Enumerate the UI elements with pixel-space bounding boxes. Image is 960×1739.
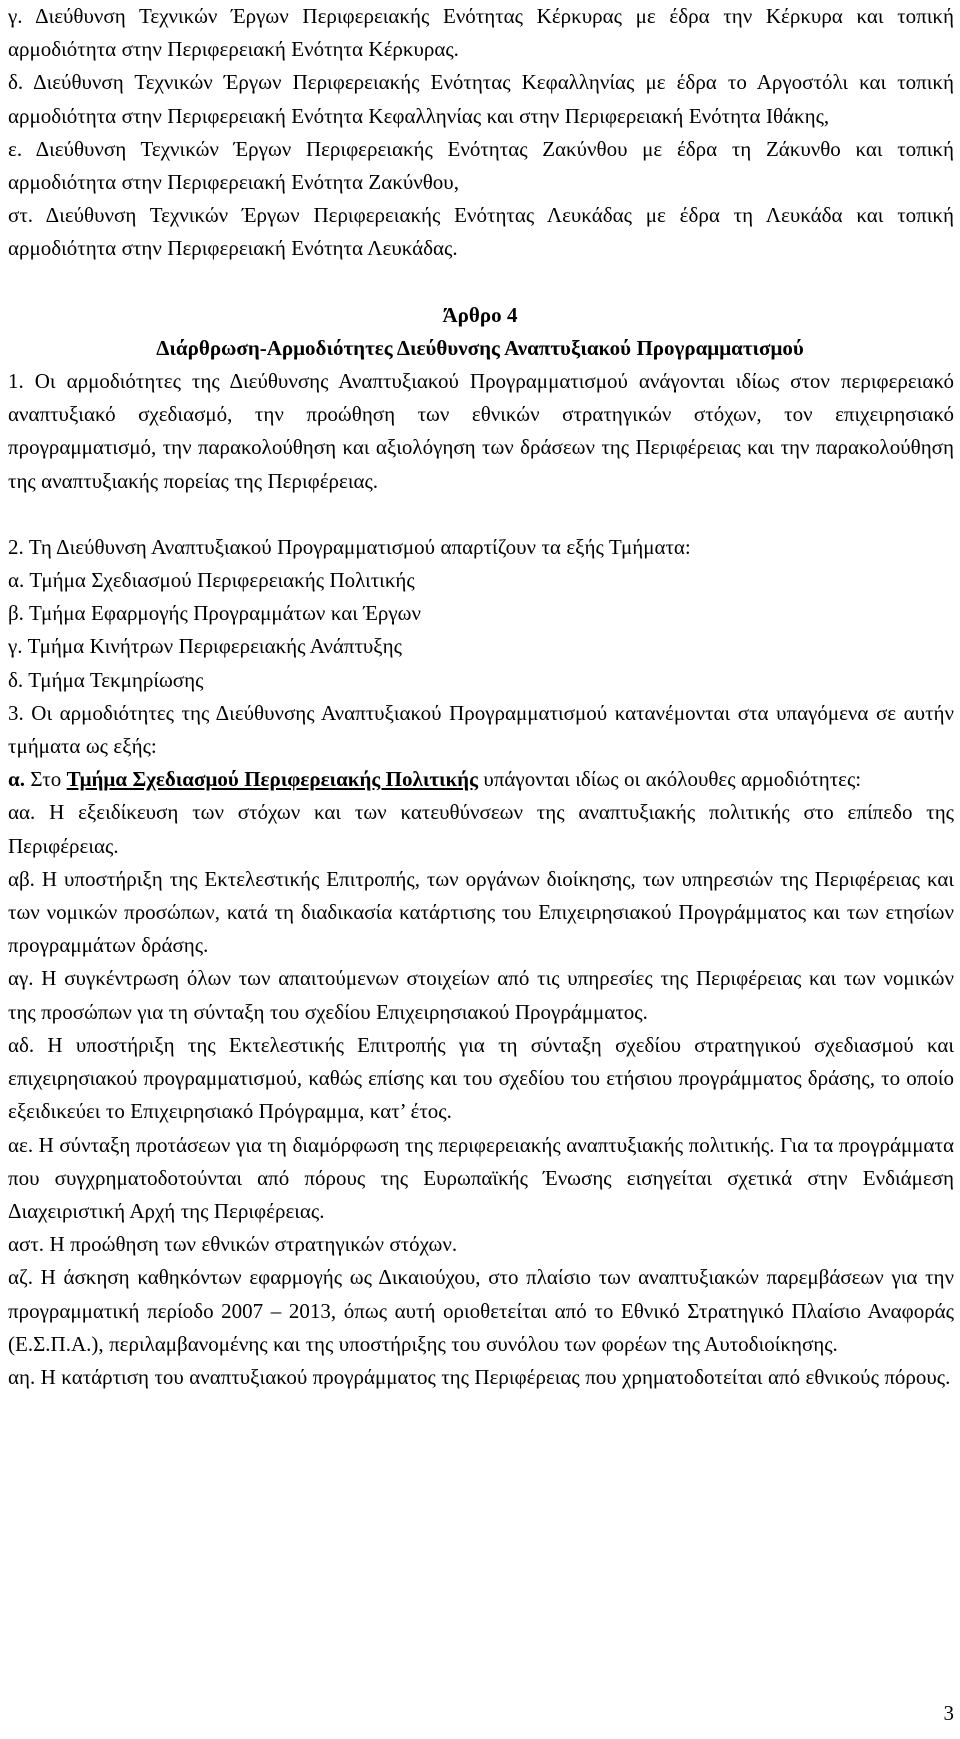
competence-item-aa: αα. Η εξειδίκευση των στόχων και των κατευθύνσεων της αναπτυξιακής πολιτικής στο επίπεδο της Περιφέρειας. bbox=[8, 800, 954, 858]
department-item: α. Τμήμα Σχεδιασμού Περιφερειακής Πολιτικής bbox=[8, 568, 415, 593]
competence-item-ab: αβ. Η υποστήριξη της Εκτελεστικής Επιτροπής, των οργάνων διοίκησης, των υπηρεσιών της Περιφέρειας και των νομικών προσώπων, κατά τη διαδικασία κατάρτισης του Επιχειρησιακού Προγράμματος και των ετησίων προγραμμάτων δράσης. bbox=[8, 866, 954, 958]
paragraph-item-st: στ. Διεύθυνση Τεχνικών Έργων Περιφερειακής Ενότητας Λευκάδας με έδρα τη Λευκάδα και τοπική αρμοδιότητα στην Περιφερειακή Ενότητα Λευκάδας. bbox=[8, 203, 954, 261]
section-a-lead: Στο bbox=[24, 767, 67, 792]
paragraph-2-intro: 2. Τη Διεύθυνση Αναπτυξιακού Προγραμματισμού απαρτίζουν τα εξής Τμήματα: bbox=[8, 534, 691, 559]
section-a-rest: υπάγονται ιδίως οι ακόλουθες αρμοδιότητες: bbox=[477, 767, 862, 792]
paragraph-item-d: δ. Διεύθυνση Τεχνικών Έργων Περιφερειακής Ενότητας Κεφαλληνίας με έδρα το Αργοστόλι και τοπική αρμοδιότητα στην Περιφερειακή Ενότητα Κεφαλληνίας και στην Περιφερειακή Ενότητα Ιθάκης, bbox=[8, 70, 954, 128]
paragraph-3: 3. Οι αρμοδιότητες της Διεύθυνσης Αναπτυξιακού Προγραμματισμού κατανέμονται στα υπαγόμενα σε αυτήν τμήματα ως εξής: bbox=[8, 700, 954, 759]
section-a-heading bbox=[0, 763, 960, 796]
article-subtitle: Διάρθρωση-Αρμοδιότητες Διεύθυνσης Αναπτυξιακού Προγραμματισμού bbox=[156, 335, 804, 360]
spacer bbox=[0, 266, 960, 299]
paragraph-item-e: ε. Διεύθυνση Τεχνικών Έργων Περιφερειακής Ενότητας Ζακύνθου με έδρα τη Ζάκυνθο και τοπική αρμοδιότητα στην Περιφερειακή Ενότητα Ζακύνθου, bbox=[8, 136, 954, 195]
competence-item-ast: αστ. Η προώθηση των εθνικών στρατηγικών στόχων. bbox=[8, 1232, 458, 1257]
section-a-department: Τμήμα Σχεδιασμού Περιφερειακής Πολιτικής bbox=[66, 767, 478, 792]
competence-item-ad: αδ. Η υποστήριξη της Εκτελεστικής Επιτροπής για τη σύνταξη σχεδίου στρατηγικού σχεδιασμού και επιχειρησιακού προγραμματισμού, καθώς επίσης και του σχεδίου του ετήσιου προγράμματος δράσης, το οποίο εξειδικεύει το Επιχειρησιακό Πρόγραμμα, κατ’ έτος. bbox=[8, 1032, 954, 1124]
department-item: δ. Τμήμα Τεκμηρίωσης bbox=[8, 667, 204, 692]
section-a-label: α. bbox=[8, 767, 25, 792]
paragraph-item-g: γ. Διεύθυνση Τεχνικών Έργων Περιφερειακής Ενότητας Κέρκυρας με έδρα την Κέρκυρα και τοπική αρμοδιότητα στην Περιφερειακή Ενότητα Κέρκυρας. bbox=[8, 4, 954, 62]
competence-item-ae: αε. Η σύνταξη προτάσεων για τη διαμόρφωση της περιφερειακής αναπτυξιακής πολιτικής. Για τα προγράμματα που συγχρηματοδοτούνται από πόρους της Ευρωπαϊκής Ένωσης εισηγείται σχετικά στην Ενδιάμεση Διαχειριστική Αρχή της Περιφέρειας. bbox=[8, 1132, 954, 1223]
paragraph-1: 1. Οι αρμοδιότητες της Διεύθυνσης Αναπτυξιακού Προγραμματισμού ανάγονται ιδίως στον περιφερειακό αναπτυξιακό σχεδιασμό, την προώθηση των εθνικών στρατηγικών στόχων, τον επιχειρησιακό προγραμματισμό, την παρακολούθηση και αξιολόγηση των δράσεων της Περιφέρειας και την παρακολούθηση της αναπτυξιακής πορείας της Περιφέρειας. bbox=[8, 369, 954, 493]
competence-item-az: αζ. Η άσκηση καθηκόντων εφαρμογής ως Δικαιούχου, στο πλαίσιο των αναπτυξιακών παρεμβάσεων για την προγραμματική περίοδο 2007 – 2013, όπως αυτή οριοθετείται από το Εθνικό Στρατηγικό Πλαίσιο Αναφοράς (Ε.Σ.Π.Α.), περιλαμβανομένης και της υποστήριξης του συνόλου των φορέων της Αυτοδιοίκησης. bbox=[8, 1265, 954, 1356]
competence-item-ah: αη. Η κατάρτιση του αναπτυξιακού προγράμματος της Περιφέρειας που χρηματοδοτείται από εθνικούς πόρους. bbox=[8, 1364, 951, 1389]
article-title: Άρθρο 4 bbox=[442, 302, 518, 327]
department-item: γ. Τμήμα Κινήτρων Περιφερειακής Ανάπτυξης bbox=[8, 634, 402, 659]
department-item: β. Τμήμα Εφαρμογής Προγραμμάτων και Έργων bbox=[8, 601, 422, 626]
spacer bbox=[0, 498, 960, 531]
page-number: 3 bbox=[943, 1701, 954, 1725]
competence-item-ag: αγ. Η συγκέντρωση όλων των απαιτούμενων στοιχείων από τις υπηρεσίες της Περιφέρειας και των νομικών της προσώπων για τη σύνταξη του σχεδίου Επιχειρησιακού Προγράμματος. bbox=[8, 966, 954, 1024]
